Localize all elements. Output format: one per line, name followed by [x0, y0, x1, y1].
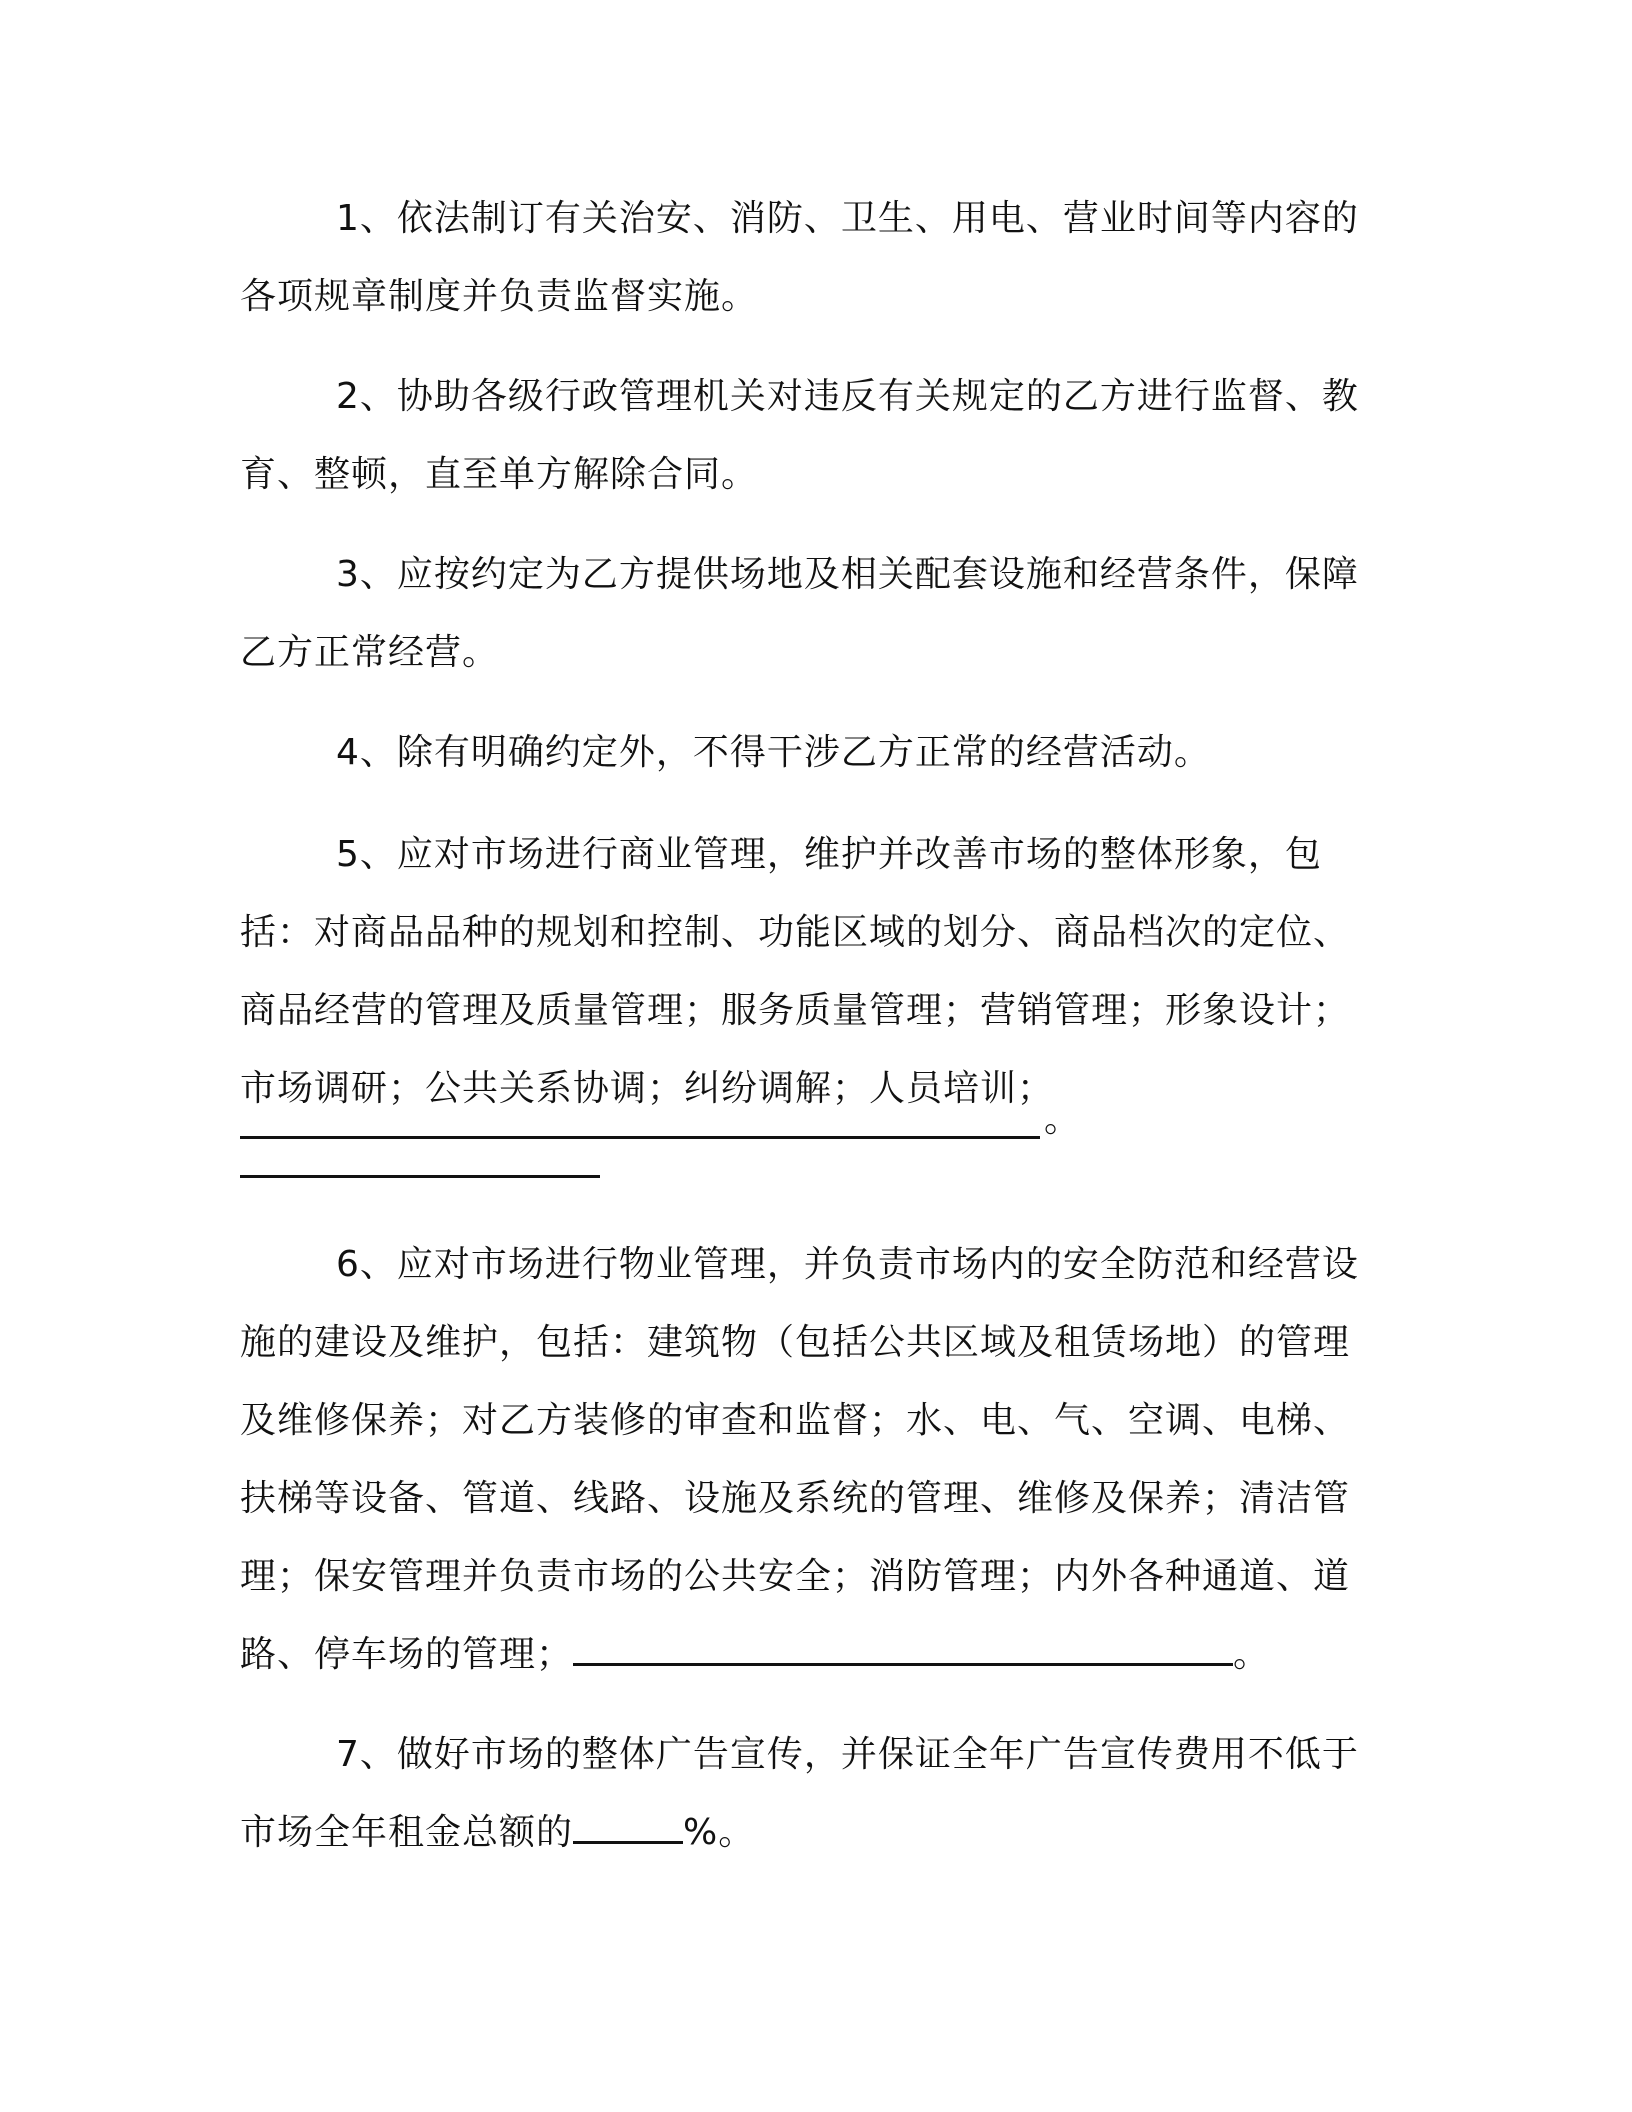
clause-7 — [240, 1716, 1370, 1872]
clause-7-ending: %。 — [683, 1812, 756, 1853]
fill-in-blank[interactable] — [573, 1629, 1233, 1666]
fill-in-blank-line[interactable] — [240, 1112, 1040, 1139]
clause-5 — [240, 816, 1370, 1206]
clause-5-continuation — [240, 1112, 1040, 1139]
clause-3: 3、应按约定为乙方提供场地及相关配套设施和经营条件，保障乙方正常经营。 — [240, 554, 1359, 673]
clause-5-text: 5、应对市场进行商业管理，维护并改善市场的整体形象，包括：对商品品种的规划和控制、功能区域的划分、商品档次的定位、商品经营的管理及质量管理；服务质量管理；营销管理；形象设计；市场调研；公共关系协调；纠纷调解；人员培训； — [240, 834, 1351, 1109]
percentage-blank[interactable] — [573, 1807, 683, 1844]
clause-6 — [240, 1226, 1370, 1694]
clause-6-text: 6、应对市场进行物业管理，并负责市场内的安全防范和经营设施的建设及维护，包括：建筑物（包括公共区域及租赁场地）的管理及维修保养；对乙方装修的审查和监督；水、电、气、空调、电梯、扶梯等设备、管道、线路、设施及系统的管理、维修及保养；清洁管理；保安管理并负责市场的公共安全；消防管理；内外各种通道、道路、停车场的管理； — [240, 1244, 1359, 1675]
clause-2: 2、协助各级行政管理机关对违反有关规定的乙方进行监督、教育、整顿，直至单方解除合同。 — [240, 376, 1359, 495]
fill-in-blank[interactable] — [240, 1141, 600, 1178]
clause-5-ending: 。 — [1044, 1099, 1081, 1140]
clause-4: 4、除有明确约定外，不得干涉乙方正常的经营活动。 — [336, 732, 1211, 773]
clause-6-ending: 。 — [1233, 1634, 1271, 1675]
clause-1: 1、依法制订有关治安、消防、卫生、用电、营业时间等内容的各项规章制度并负责监督实施。 — [240, 198, 1359, 317]
clause-7-text: 7、做好市场的整体广告宣传，并保证全年广告宣传费用不低于市场全年租金总额的 — [240, 1734, 1359, 1853]
